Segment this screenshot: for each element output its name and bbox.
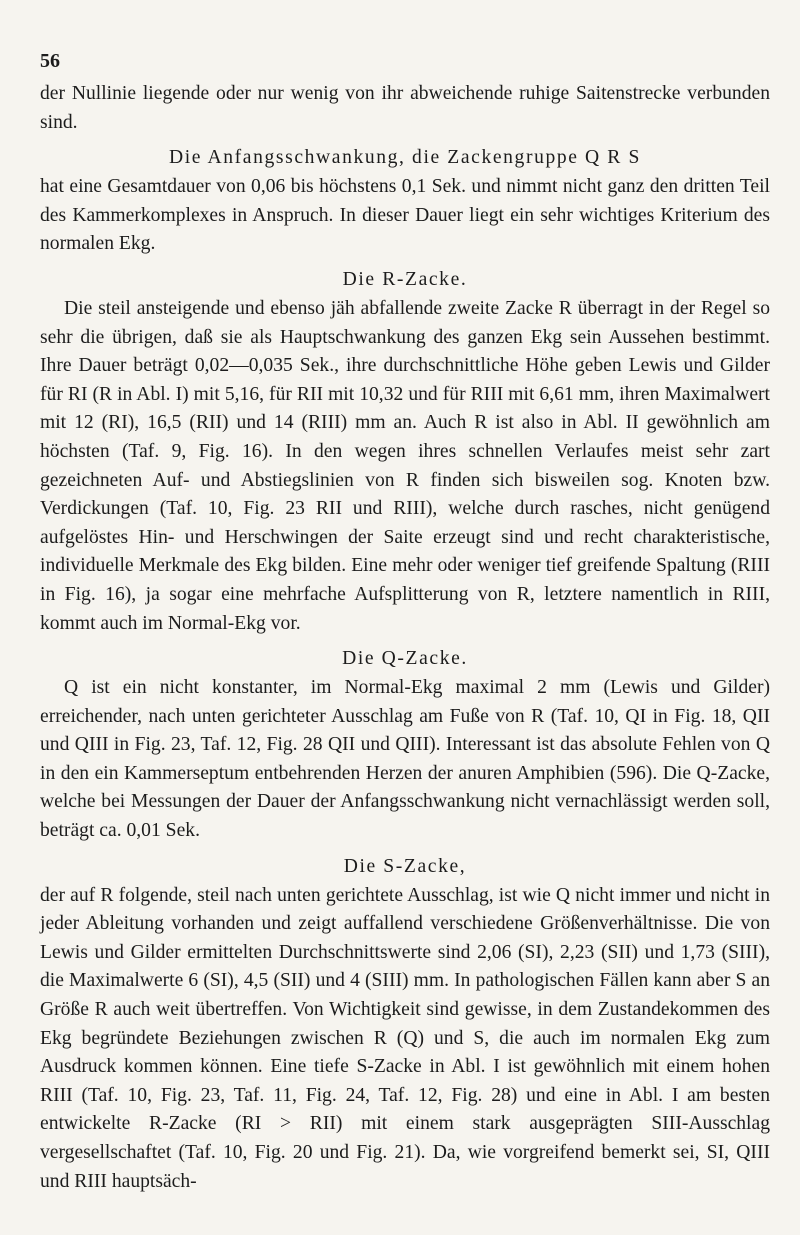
paragraph: Die steil ansteigende und ebenso jäh abfallende zweite Zacke R überragt in der Regel so sehr die übrigen, daß sie als Hauptschwankung des ganzen Ekg sein Aussehen bestimmt. Ihre Dauer beträgt 0,02—0,035 Sek., ihre durchschnittliche Höhe geben Lewis und Gilder für RI (R in Abl. I) mit 5,16, für RII mit 10,32 und für RIII mit 6,61 mm, ihren Maximalwert mit 12 (RI), 16,5 (RII) und 14 (RIII) mm an. Auch R ist also in Abl. II gewöhnlich am höchsten (Taf. 9, Fig. 16). In den wegen ihres schnellen Verlaufes meist sehr zart gezeichneten Auf- und Abstiegslinien von R finden sich bisweilen sog. Knoten bzw. Verdickungen (Taf. 10, Fig. 23 RII und RIII), welche durch rasches, nicht genügend aufgelöstes Hin- und Herschwingen der Saite erzeugt sind und recht charakteristische, individuelle Merkmale des Ekg bilden. Eine mehr oder weniger tief greifende Spaltung (RIII in Fig. 16), ja sogar eine mehrfache Aufsplitterung von R, letztere namentlich in RIII, kommt auch im Normal-Ekg vor.	[40, 297, 770, 634]
paragraph: der auf R folgende, steil nach unten gerichtete Ausschlag, ist wie Q nicht immer und nicht in jeder Ableitung vorhanden und zeigt auffallend verschiedene Größenverhältnisse. Die von Lewis und Gilder ermittelten Durchschnittswerte sind 2,06 (SI), 2,23 (SII) und 1,73 (SIII), die Maximalwerte 6 (SI), 4,5 (SII) und 4 (SIII) mm. In pathologischen Fällen kann aber S an Größe R auch weit übertreffen. Von Wichtigkeit sind gewisse, in dem Zustandekommen des Ekg begründete Beziehungen zwischen R (Q) und S, die auch im normalen Ekg zum Ausdruck kommen können. Eine tiefe S-Zacke in Abl. I ist gewöhnlich mit einem hohen RIII (Taf. 10, Fig. 23, Taf. 11, Fig. 24, Taf. 12, Fig. 28) und eine in Abl. I am besten entwickelte R-Zacke (RI > RII) mit einem stark ausgeprägten SIII-Ausschlag vergesellschaftet (Taf. 10, Fig. 20 und Fig. 21). Da, wie vorgreifend bemerkt sei, SI, QIII und RIII hauptsäch-	[40, 884, 770, 1192]
paragraph: der Nullinie liegende oder nur wenig von ihr abweichende ruhige Saitenstrecke verbunden sind.	[40, 83, 770, 133]
page-number: 56	[40, 50, 60, 72]
section-heading: Die S-Zacke,	[343, 855, 467, 877]
section-heading: Die Anfangsschwankung, die Zackengruppe Q R S	[169, 147, 641, 169]
body-text	[40, 80, 770, 1196]
paragraph: Q ist ein nicht konstanter, im Normal-Ekg maximal 2 mm (Lewis und Gilder) erreichender, nach unten gerichteter Ausschlag am Fuße von R (Taf. 10, QI in Fig. 18, QII und QIII in Fig. 23, Taf. 12, Fig. 28 QII und QIII). Interessant ist das absolute Fehlen von Q in den ein Kammerseptum entbehrenden Herzen der anuren Amphibien (596). Die Q-Zacke, welche bei Messungen der Dauer der Anfangsschwankung nicht vernachlässigt werden soll, beträgt ca. 0,01 Sek.	[40, 677, 770, 842]
paragraph: hat eine Gesamtdauer von 0,06 bis höchstens 0,1 Sek. und nimmt nicht ganz den dritten Teil des Kammerkomplexes in Anspruch. In dieser Dauer liegt ein sehr wichtiges Kriterium des normalen Ekg.	[40, 176, 770, 255]
section-heading: Die R-Zacke.	[342, 268, 468, 290]
section-heading: Die Q-Zacke.	[342, 648, 468, 670]
